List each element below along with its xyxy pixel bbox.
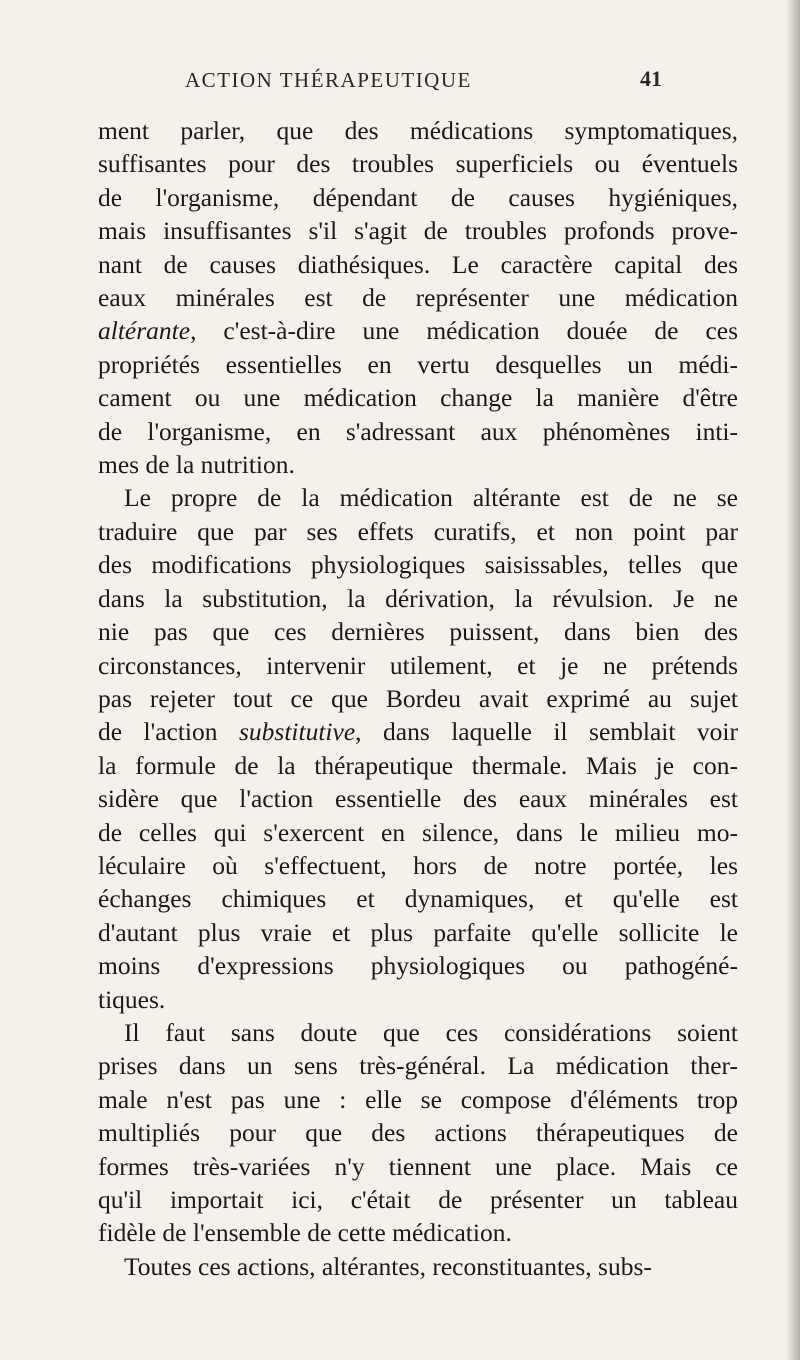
text-line: male n'est pas une : elle se compose d'éléments trop	[98, 1084, 738, 1114]
text-line: dans la substitution, la dérivation, la révulsion. Je ne	[98, 583, 738, 613]
text-line: nant de causes diathésiques. Le caractère capital des	[98, 249, 738, 279]
text-line: cament ou une médication change la manière d'être	[98, 383, 738, 413]
body-text	[98, 114, 738, 1283]
text-line: propriétés essentielles en vertu desquelles un médi-	[98, 349, 738, 379]
page-number: 41	[640, 66, 662, 91]
text-line: fidèle de l'ensemble de cette médication.	[98, 1218, 512, 1248]
text-line: formes très-variées n'y tiennent une place. Mais ce	[98, 1151, 738, 1181]
text-line: de l'action substitutive, dans laquelle il semblait voir	[98, 717, 738, 747]
text-line: multipliés pour que des actions thérapeutiques de	[98, 1118, 738, 1148]
text-line: Il faut sans doute que ces considérations soient	[124, 1017, 738, 1047]
text-line: sidère que l'action essentielle des eaux minérales est	[98, 784, 738, 814]
italic-term: altérante	[98, 316, 191, 346]
text-line: qu'il importait ici, c'était de présenter un tableau	[98, 1185, 738, 1214]
running-header: ACTION THÉRAPEUTIQUE	[185, 68, 472, 92]
text-line: mais insuffisantes s'il s'agit de troubles profonds prove-	[98, 216, 738, 246]
text-line: la formule de la thérapeutique thermale. Mais je con-	[98, 750, 738, 780]
text-line: eaux minérales est de représenter une médication	[98, 283, 738, 313]
text-line: de celles qui s'exercent en silence, dans le milieu mo-	[98, 817, 738, 847]
page-edge-shadow	[786, 0, 800, 1360]
text-line: de l'organisme, en s'adressant aux phénomènes inti-	[98, 416, 738, 446]
text-line: circonstances, intervenir utilement, et je ne prétends	[98, 650, 738, 680]
text-line: Le propre de la médication altérante est de ne se	[124, 483, 738, 513]
text-line: ment parler, que des médications symptomatiques,	[98, 116, 738, 145]
text-line: traduire que par ses effets curatifs, et non point par	[98, 516, 738, 546]
text-line: moins d'expressions physiologiques ou pathogéné-	[98, 951, 738, 981]
text-line: de l'organisme, dépendant de causes hygiéniques,	[98, 182, 738, 212]
text-line: léculaire où s'effectuent, hors de notre portée, les	[98, 850, 738, 880]
italic-term: substitutive	[239, 717, 356, 747]
text-line: pas rejeter tout ce que Bordeu avait exprimé au sujet	[98, 683, 738, 713]
text-line: d'autant plus vraie et plus parfaite qu'elle sollicite le	[98, 917, 738, 947]
text-line: suffisantes pour des troubles superficiels ou éventuels	[98, 149, 738, 179]
text-line: tiques.	[98, 984, 166, 1014]
text-line: échanges chimiques et dynamiques, et qu'elle est	[98, 884, 738, 914]
text-line: altérante, c'est-à-dire une médication douée de ces	[98, 316, 738, 346]
text-line: des modifications physiologiques saisissables, telles que	[98, 550, 738, 580]
text-line: nie pas que ces dernières puissent, dans bien des	[98, 617, 738, 647]
text-line: Toutes ces actions, altérantes, reconstituantes, subs-	[124, 1251, 652, 1281]
text-line: mes de la nutrition.	[98, 450, 295, 480]
text-line: prises dans un sens très-général. La médication ther-	[98, 1051, 738, 1081]
